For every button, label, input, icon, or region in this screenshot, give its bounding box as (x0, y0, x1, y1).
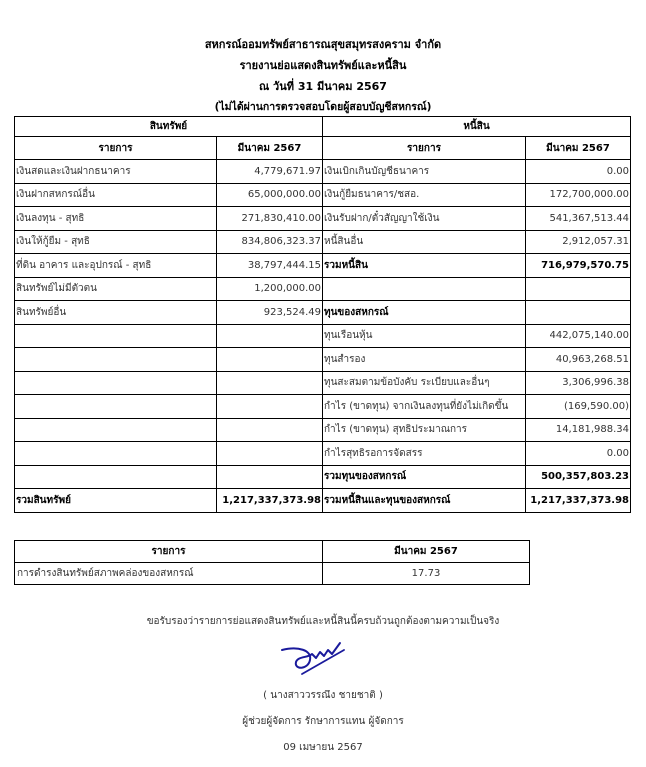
liquidity-item-header: รายการ (15, 541, 323, 563)
liability-value: 0.00 (526, 442, 631, 466)
table-row (15, 465, 631, 489)
table-row (15, 160, 631, 184)
asset-label (15, 465, 217, 489)
table-row (15, 418, 631, 442)
liability-label: กำไรสุทธิรอการจัดสรร (323, 442, 526, 466)
asset-label (15, 371, 217, 395)
asset-label: เงินสดและเงินฝากธนาคาร (15, 160, 217, 184)
liquidity-label: การดำรงสินทรัพย์สภาพคล่องของสหกรณ์ (15, 563, 323, 585)
report-title: รายงานย่อแสดงสินทรัพย์และหนี้สิน (239, 59, 407, 72)
liquidity-row (15, 563, 530, 585)
signature-image (278, 640, 358, 680)
liability-value: 172,700,000.00 (526, 183, 631, 207)
report-date: ณ วันที่ 31 มีนาคม 2567 (259, 80, 387, 93)
liquidity-header-row (15, 541, 530, 563)
table-row (15, 254, 631, 278)
liability-value (526, 301, 631, 325)
total-assets-value: 1,217,337,373.98 (217, 489, 323, 513)
table-row (15, 301, 631, 325)
table-row (15, 277, 631, 301)
asset-value (217, 348, 323, 372)
table-row (15, 371, 631, 395)
liability-value: 40,963,268.51 (526, 348, 631, 372)
total-assets-label: รวมสินทรัพย์ (15, 489, 217, 513)
certification-text: ขอรับรองว่ารายการย่อแสดงสินทรัพย์และหนี้สินนี้ครบถ้วนถูกต้องตามความเป็นจริง (146, 616, 500, 627)
liability-value: 541,367,513.44 (526, 207, 631, 231)
asset-label (15, 418, 217, 442)
liabilities-item-header: รายการ (323, 137, 526, 160)
table-row (15, 230, 631, 254)
asset-value: 271,830,410.00 (217, 207, 323, 231)
liquidity-period-header: มีนาคม 2567 (323, 541, 530, 563)
asset-value (217, 324, 323, 348)
table-row (15, 324, 631, 348)
assets-period-header: มีนาคม 2567 (217, 137, 323, 160)
asset-label (15, 395, 217, 419)
table-row (15, 183, 631, 207)
liability-value: (169,590.00) (526, 395, 631, 419)
asset-value (217, 442, 323, 466)
table-row (15, 207, 631, 231)
asset-label: เงินให้กู้ยืม - สุทธิ (15, 230, 217, 254)
signer-name: ( นางสาววรรณึง ชายชาติ ) (263, 690, 383, 701)
liability-value: 500,357,803.23 (526, 465, 631, 489)
asset-value: 4,779,671.97 (217, 160, 323, 184)
org-name: สหกรณ์ออมทรัพย์สาธารณสุขสมุทรสงคราม จำกัด (204, 38, 442, 51)
asset-label: ที่ดิน อาคาร และอุปกรณ์ - สุทธิ (15, 254, 217, 278)
asset-label: เงินฝากสหกรณ์อื่น (15, 183, 217, 207)
liquidity-value: 17.73 (323, 563, 530, 585)
asset-value: 1,200,000.00 (217, 277, 323, 301)
liability-value (526, 277, 631, 301)
liability-value: 14,181,988.34 (526, 418, 631, 442)
asset-label (15, 324, 217, 348)
total-row (15, 489, 631, 513)
total-liabilities-equity-value: 1,217,337,373.98 (526, 489, 631, 513)
assets-section-header: สินทรัพย์ (15, 117, 323, 137)
asset-label (15, 348, 217, 372)
liquidity-table (14, 540, 530, 585)
liability-label: เงินกู้ยืมธนาคาร/ชสอ. (323, 183, 526, 207)
asset-value: 65,000,000.00 (217, 183, 323, 207)
assets-item-header: รายการ (15, 137, 217, 160)
table-row (15, 395, 631, 419)
asset-label: เงินลงทุน - สุทธิ (15, 207, 217, 231)
column-header-row (15, 137, 631, 160)
liability-label: ทุนเรือนหุ้น (323, 324, 526, 348)
liabilities-section-header: หนี้สิน (323, 117, 631, 137)
liability-value: 0.00 (526, 160, 631, 184)
asset-value (217, 371, 323, 395)
liability-label: กำไร (ขาดทุน) จากเงินลงทุนที่ยังไม่เกิดขึ้น (323, 395, 526, 419)
total-liabilities-equity-label: รวมหนี้สินและทุนของสหกรณ์ (323, 489, 526, 513)
asset-value: 923,524.49 (217, 301, 323, 325)
liability-value: 442,075,140.00 (526, 324, 631, 348)
liability-label (323, 277, 526, 301)
asset-value: 38,797,444.15 (217, 254, 323, 278)
liability-label: ทุนสำรอง (323, 348, 526, 372)
asset-value: 834,806,323.37 (217, 230, 323, 254)
liabilities-period-header: มีนาคม 2567 (526, 137, 631, 160)
liability-label: รวมทุนของสหกรณ์ (323, 465, 526, 489)
liability-label: กำไร (ขาดทุน) สุทธิประมาณการ (323, 418, 526, 442)
table-row (15, 348, 631, 372)
liability-value: 716,979,570.75 (526, 254, 631, 278)
signature-date: 09 เมษายน 2567 (283, 742, 363, 753)
audit-note: (ไม่ได้ผ่านการตรวจสอบโดยผู้สอบบัญชีสหกรณ์) (214, 101, 432, 113)
signer-title: ผู้ช่วยผู้จัดการ รักษาการแทน ผู้จัดการ (242, 716, 404, 727)
asset-value (217, 465, 323, 489)
liability-label: รวมหนี้สิน (323, 254, 526, 278)
asset-label (15, 442, 217, 466)
liability-label: เงินเบิกเกินบัญชีธนาคาร (323, 160, 526, 184)
asset-label: สินทรัพย์ไม่มีตัวตน (15, 277, 217, 301)
asset-label: สินทรัพย์อื่น (15, 301, 217, 325)
liability-value: 2,912,057.31 (526, 230, 631, 254)
liability-label: ทุนสะสมตามข้อบังคับ ระเบียบและอื่นๆ (323, 371, 526, 395)
liability-value: 3,306,996.38 (526, 371, 631, 395)
balance-sheet-table (14, 116, 631, 513)
asset-value (217, 395, 323, 419)
asset-value (217, 418, 323, 442)
liability-label: เงินรับฝาก/ตั๋วสัญญาใช้เงิน (323, 207, 526, 231)
section-header-row (15, 117, 631, 137)
liability-label: หนี้สินอื่น (323, 230, 526, 254)
table-row (15, 442, 631, 466)
liability-label: ทุนของสหกรณ์ (323, 301, 526, 325)
